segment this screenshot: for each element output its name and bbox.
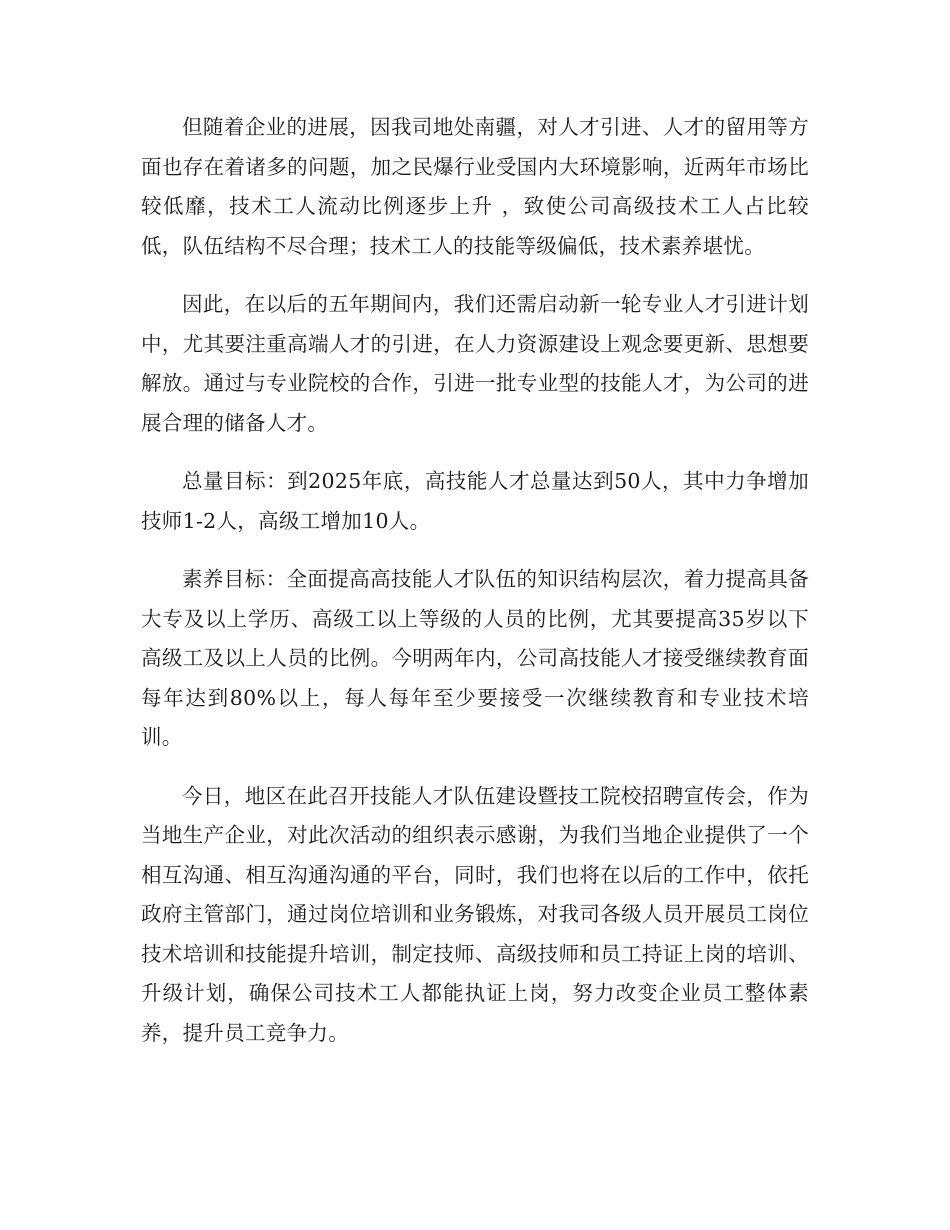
paragraph-total-target: 总量目标：到2025年底，高技能人才总量达到50人，其中力争增加技师1-2人，高级工增加10人。: [141, 469, 809, 533]
paragraph-talent-issues: 但随着企业的进展，因我司地处南疆，对人才引进、人才的留用等方面也存在着诸多的问题，加之民爆行业受国内大环境影响，近两年市场比较低靡，技术工人流动比例逐步上升 ，致使公司高级技术工人占比较低，队伍结构不尽合理；技术工人的技能等级偏低，技术素养堪忧。: [141, 115, 809, 258]
document-body: [141, 108, 809, 1072]
paragraph-recruitment-conference: 今日，地区在此召开技能人才队伍建设暨技工院校招聘宣传会，作为当地生产企业，对此次活动的组织表示感谢，为我们当地企业提供了一个相互沟通、相互沟通沟通的平台，同时，我们也将在以后的工作中，依托政府主管部门，通过岗位培训和业务锻炼，对我司各级人员开展员工岗位技术培训和技能提升培训，制定技师、高级技师和员工持证上岗的培训、升级计划，确保公司技术工人都能执证上岗，努力改变企业员工整体素养，提升员工竞争力。: [141, 783, 809, 1045]
paragraph-five-year-plan: 因此，在以后的五年期间内，我们还需启动新一轮专业人才引进计划中，尤其要注重高端人才的引进，在人力资源建设上观念要更新、思想要解放。通过与专业院校的合作，引进一批专业型的技能人才，为公司的进展合理的储备人才。: [141, 292, 809, 435]
paragraph-quality-target: 素养目标：全面提高高技能人才队伍的知识结构层次，着力提高具备大专及以上学历、高级工以上等级的人员的比例，尤其要提高35岁以下高级工及以上人员的比例。今明两年内，公司高技能人才接受继续教育面每年达到80%以上，每人每年至少要接受一次继续教育和专业技术培训。: [141, 567, 809, 749]
